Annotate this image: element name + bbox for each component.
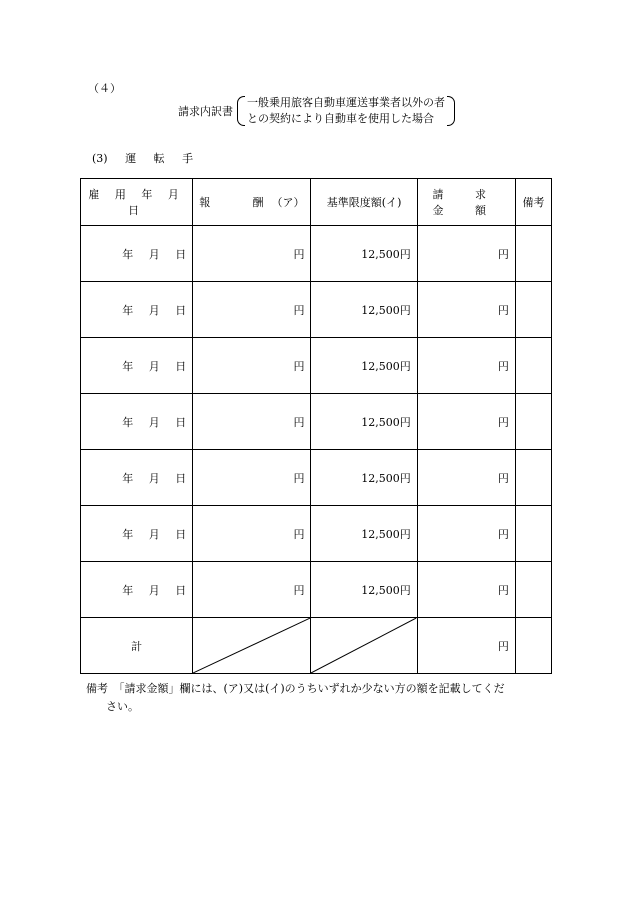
table-row (81, 338, 552, 394)
cell-note[interactable] (515, 226, 551, 282)
cell-note[interactable] (515, 450, 551, 506)
cell-limit: 12,500円 (311, 394, 417, 450)
total-limit-slashed (311, 618, 417, 674)
cell-pay[interactable]: 円 (193, 506, 311, 562)
title-bracket-group (237, 95, 455, 127)
subsection-char-1: 運 (125, 152, 137, 165)
table-row (81, 226, 552, 282)
header-limit: 基準限度額(イ) (311, 179, 417, 226)
table-row (81, 562, 552, 618)
header-pay (193, 179, 311, 226)
cell-limit: 12,500円 (311, 226, 417, 282)
cell-limit: 12,500円 (311, 562, 417, 618)
cell-claim[interactable]: 円 (417, 450, 515, 506)
cell-limit: 12,500円 (311, 338, 417, 394)
cell-note[interactable] (515, 282, 551, 338)
total-label: 計 (81, 618, 193, 674)
cell-pay[interactable]: 円 (193, 226, 311, 282)
diagonal-slash (311, 618, 416, 673)
cell-note[interactable] (515, 338, 551, 394)
cell-limit: 12,500円 (311, 450, 417, 506)
table-row (81, 282, 552, 338)
cell-pay[interactable]: 円 (193, 394, 311, 450)
cell-limit: 12,500円 (311, 282, 417, 338)
document-title (178, 94, 455, 128)
subsection-number: (3) (92, 152, 108, 165)
header-claim: 請 求 金 額 (417, 179, 515, 226)
section-number: （４） (88, 82, 121, 95)
header-note: 備考 (515, 179, 551, 226)
subsection-char-3: 手 (182, 152, 194, 165)
cell-pay[interactable]: 円 (193, 450, 311, 506)
table-row (81, 450, 552, 506)
cell-date[interactable]: 年 月 日 (81, 506, 193, 562)
table-row (81, 506, 552, 562)
cell-note[interactable] (515, 394, 551, 450)
cell-pay[interactable]: 円 (193, 282, 311, 338)
cell-claim[interactable]: 円 (417, 338, 515, 394)
total-note[interactable] (515, 618, 551, 674)
cell-claim[interactable]: 円 (417, 506, 515, 562)
table-header-row (81, 179, 552, 226)
claim-table (80, 178, 552, 674)
right-bracket (447, 96, 455, 126)
header-pay-left: 報 (199, 196, 211, 209)
cell-date[interactable]: 年 月 日 (81, 450, 193, 506)
cell-pay[interactable]: 円 (193, 562, 311, 618)
title-line-2: との契約により自動車を使用した場合 (247, 112, 434, 125)
total-row (81, 618, 552, 674)
left-bracket (237, 96, 245, 126)
title-main: 請求内訳書 (178, 105, 233, 118)
cell-limit: 12,500円 (311, 506, 417, 562)
cell-date[interactable]: 年 月 日 (81, 282, 193, 338)
cell-date[interactable]: 年 月 日 (81, 394, 193, 450)
cell-date[interactable]: 年 月 日 (81, 226, 193, 282)
total-pay-slashed (193, 618, 311, 674)
header-date: 雇 用 年 月 日 (81, 179, 193, 226)
remarks-line-2: さい。 (106, 700, 139, 713)
total-claim[interactable]: 円 (417, 618, 515, 674)
cell-date[interactable]: 年 月 日 (81, 562, 193, 618)
cell-note[interactable] (515, 562, 551, 618)
cell-claim[interactable]: 円 (417, 282, 515, 338)
header-pay-mid: 酬 (252, 196, 264, 209)
cell-claim[interactable]: 円 (417, 562, 515, 618)
remarks (86, 680, 556, 716)
cell-claim[interactable]: 円 (417, 226, 515, 282)
subsection-heading (92, 150, 207, 166)
header-pay-right: （ア） (271, 196, 305, 209)
title-line-1: 一般乗用旅客自動車運送事業者以外の者 (247, 96, 445, 109)
cell-date[interactable]: 年 月 日 (81, 338, 193, 394)
diagonal-slash (193, 618, 310, 673)
cell-claim[interactable]: 円 (417, 394, 515, 450)
table-row (81, 394, 552, 450)
cell-note[interactable] (515, 506, 551, 562)
remarks-line-1: 備考 「請求金額」欄には、(ア)又は(イ)のうちいずれか少ない方の額を記載してくだ (86, 682, 505, 695)
cell-pay[interactable]: 円 (193, 338, 311, 394)
subsection-char-2: 転 (153, 152, 165, 165)
